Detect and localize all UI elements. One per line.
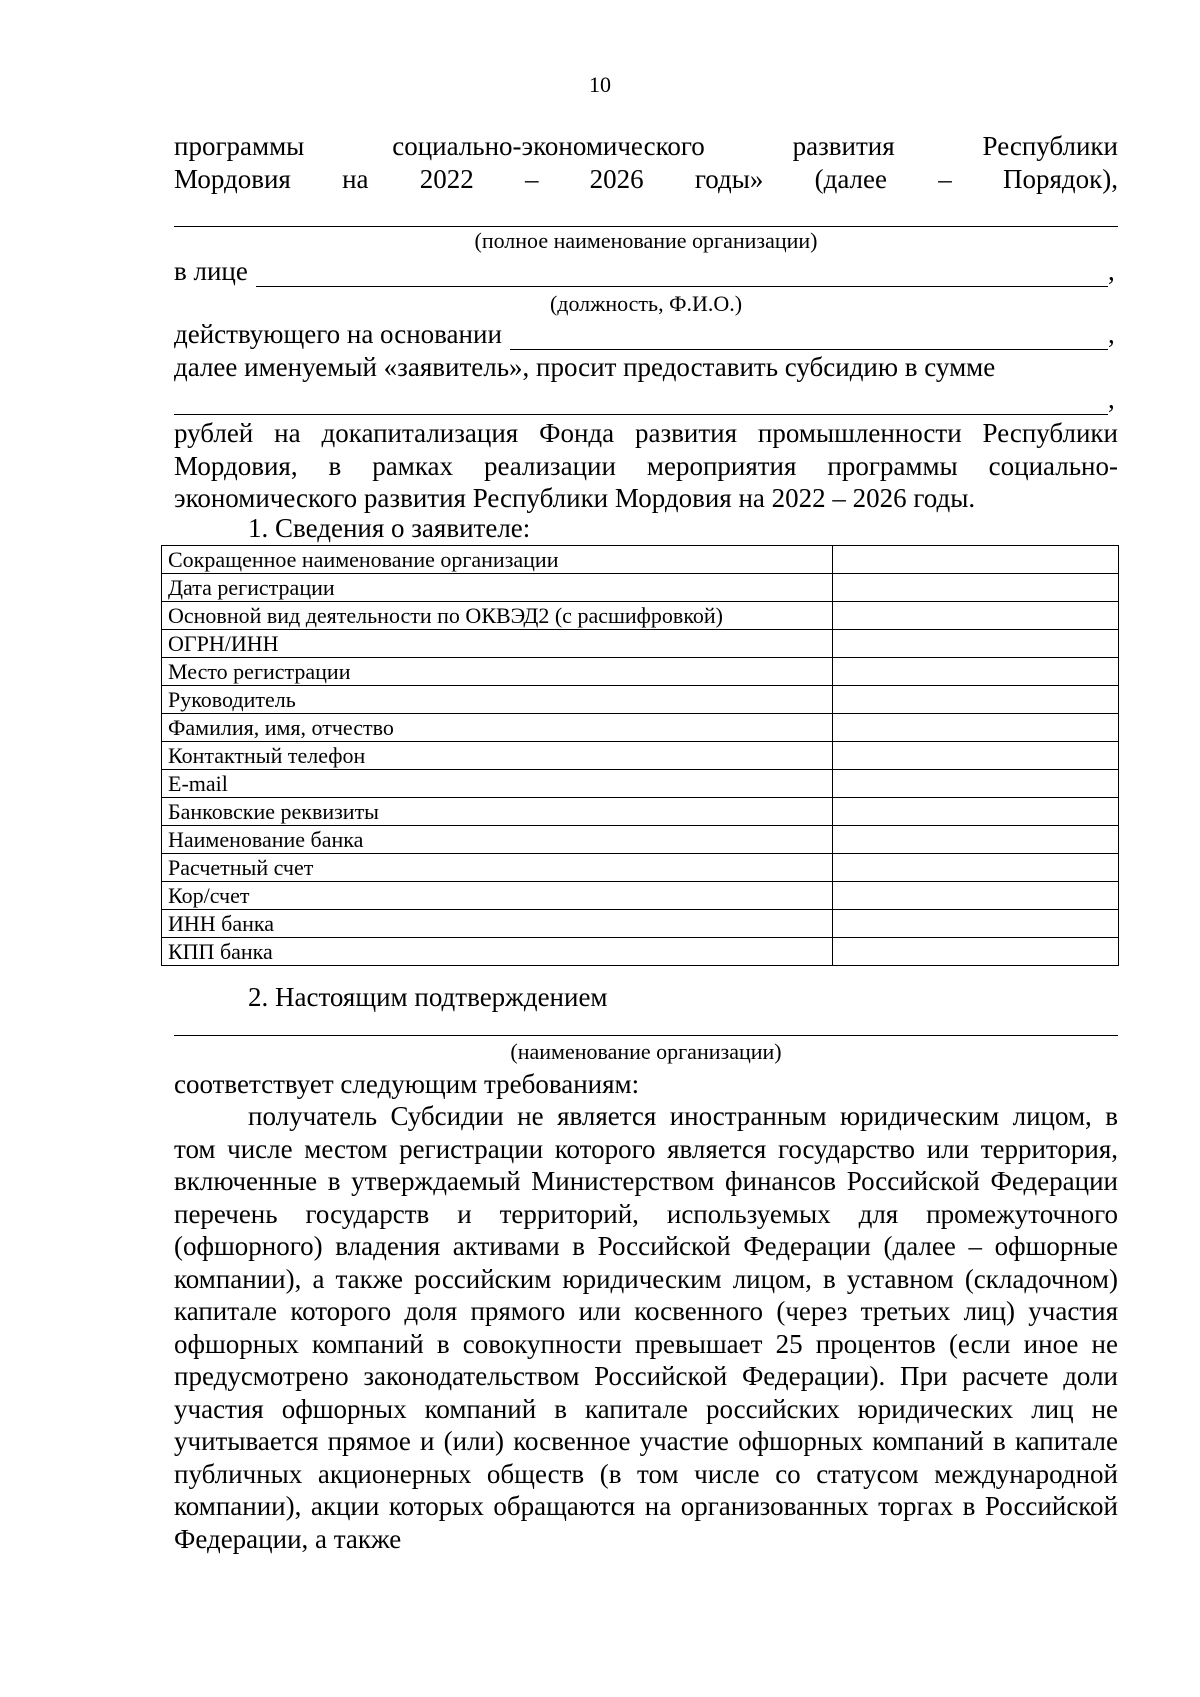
row-label: ИНН банка [162, 910, 833, 938]
org-full-name-field[interactable] [174, 225, 1118, 227]
table-row [162, 910, 1119, 938]
comma: , [1108, 384, 1115, 414]
org-name-field[interactable] [174, 1034, 1118, 1036]
row-value-cell[interactable] [833, 742, 1119, 770]
table-row [162, 602, 1119, 630]
row-value-cell[interactable] [833, 882, 1119, 910]
intro-word: (далее [814, 163, 888, 194]
table-row [162, 658, 1119, 686]
intro-word: развития [792, 131, 895, 161]
row-value-cell[interactable] [833, 546, 1119, 574]
table-row [162, 938, 1119, 966]
acting-basis-label: действующего на основании [174, 319, 502, 349]
intro-paragraph [174, 131, 1118, 196]
row-label: ОГРН/ИНН [162, 630, 833, 658]
row-label: Кор/счет [162, 882, 833, 910]
row-label: E-mail [162, 770, 833, 798]
intro-word: Республики [982, 131, 1118, 161]
row-label: Руководитель [162, 686, 833, 714]
org-full-name-caption: (полное наименование организации) [474, 228, 818, 253]
comma: , [1108, 256, 1115, 286]
row-label: Банковские реквизиты [162, 798, 833, 826]
intro-word: годы» [694, 163, 764, 194]
table-row [162, 826, 1119, 854]
table-row [162, 742, 1119, 770]
row-label: Основной вид деятельности по ОКВЭД2 (с расшифровкой) [162, 602, 833, 630]
intro-word: 2022 [419, 163, 474, 194]
intro-word: – [524, 163, 539, 194]
intro-word: на [342, 163, 369, 194]
acting-basis-field[interactable] [510, 327, 1108, 350]
row-label: Дата регистрации [162, 574, 833, 602]
amount-row [174, 383, 1118, 415]
row-value-cell[interactable] [833, 938, 1119, 966]
requirement-paragraph: получатель Субсидии не является иностранным юридическим лицом, в том числе местом регистрации которого является государство или территория, включенные в утверждаемый Министерством финансов Российской Федерации перечень государств и территорий, используемых для промежуточного (офшорного) владения активами в Российской Федерации (далее – офшорные компании), а также российским юридическим лицом, в уставном (складочном) капитале которого доля прямого или косвенного (через третьих лиц) участия офшорных компаний в совокупности превышает 25 процентов (если иное не предусмотрено законодательством Российской Федерации). При расчете доли участия офшорных компаний в капитале российских юридических лиц не учитывается прямое и (или) косвенное участие офшорных компаний в капитале публичных акционерных обществ (в том числе со статусом международной компании), акции которых обращаются на организованных торгах в Российской Федерации, а также [174, 1101, 1118, 1554]
section-1-title: 1. Сведения о заявителе: [248, 513, 531, 543]
table-row [162, 770, 1119, 798]
row-label: КПП банка [162, 938, 833, 966]
applicant-info-table [161, 545, 1119, 966]
intro-word: – [938, 163, 952, 194]
table-row [162, 686, 1119, 714]
row-value-cell[interactable] [833, 826, 1119, 854]
row-label: Расчетный счет [162, 854, 833, 882]
in-person-row [174, 255, 1118, 287]
table-row [162, 798, 1119, 826]
intro-line-1 [174, 131, 1118, 164]
table-row [162, 882, 1119, 910]
intro-word: Мордовия [174, 163, 291, 194]
row-value-cell[interactable] [833, 602, 1119, 630]
row-value-cell[interactable] [833, 770, 1119, 798]
intro-word: 2026 [589, 163, 644, 194]
row-value-cell[interactable] [833, 798, 1119, 826]
section-2-title: 2. Настоящим подтверждением [248, 982, 608, 1012]
acting-basis-row [174, 318, 1118, 350]
table-row [162, 574, 1119, 602]
position-name-caption: (должность, Ф.И.О.) [549, 291, 743, 316]
intro-word: программы [174, 131, 305, 161]
intro-line-2 [174, 164, 1118, 197]
purpose-paragraph: рублей на докапитализация Фонда развития промышленности Республики Мордовия, в рамках реализации мероприятия программы социально-экономического развития Республики Мордовия на 2022 – 2026 годы. [174, 418, 1118, 513]
comma: , [1108, 319, 1115, 349]
row-label: Сокращенное наименование организации [162, 546, 833, 574]
row-label: Место регистрации [162, 658, 833, 686]
row-value-cell[interactable] [833, 714, 1119, 742]
org-name-caption: (наименование организации) [510, 1039, 782, 1064]
row-label: Фамилия, имя, отчество [162, 714, 833, 742]
table-row [162, 854, 1119, 882]
amount-field[interactable] [174, 392, 1108, 415]
table-row [162, 714, 1119, 742]
requirements-intro: соответствует следующим требованиям: [174, 1069, 640, 1099]
table-row [162, 546, 1119, 574]
intro-word: социально-экономического [392, 131, 705, 161]
intro-word: Порядок), [1002, 163, 1118, 194]
row-label: Контактный телефон [162, 742, 833, 770]
row-value-cell[interactable] [833, 658, 1119, 686]
table-row [162, 630, 1119, 658]
row-value-cell[interactable] [833, 630, 1119, 658]
row-value-cell[interactable] [833, 574, 1119, 602]
request-line: далее именуемый «заявитель», просит предоставить субсидию в сумме [174, 352, 996, 382]
row-label: Наименование банка [162, 826, 833, 854]
in-person-label: в лице [174, 256, 248, 286]
row-value-cell[interactable] [833, 854, 1119, 882]
row-value-cell[interactable] [833, 686, 1119, 714]
page-number: 10 [589, 72, 611, 97]
in-person-field[interactable] [256, 264, 1108, 287]
row-value-cell[interactable] [833, 910, 1119, 938]
